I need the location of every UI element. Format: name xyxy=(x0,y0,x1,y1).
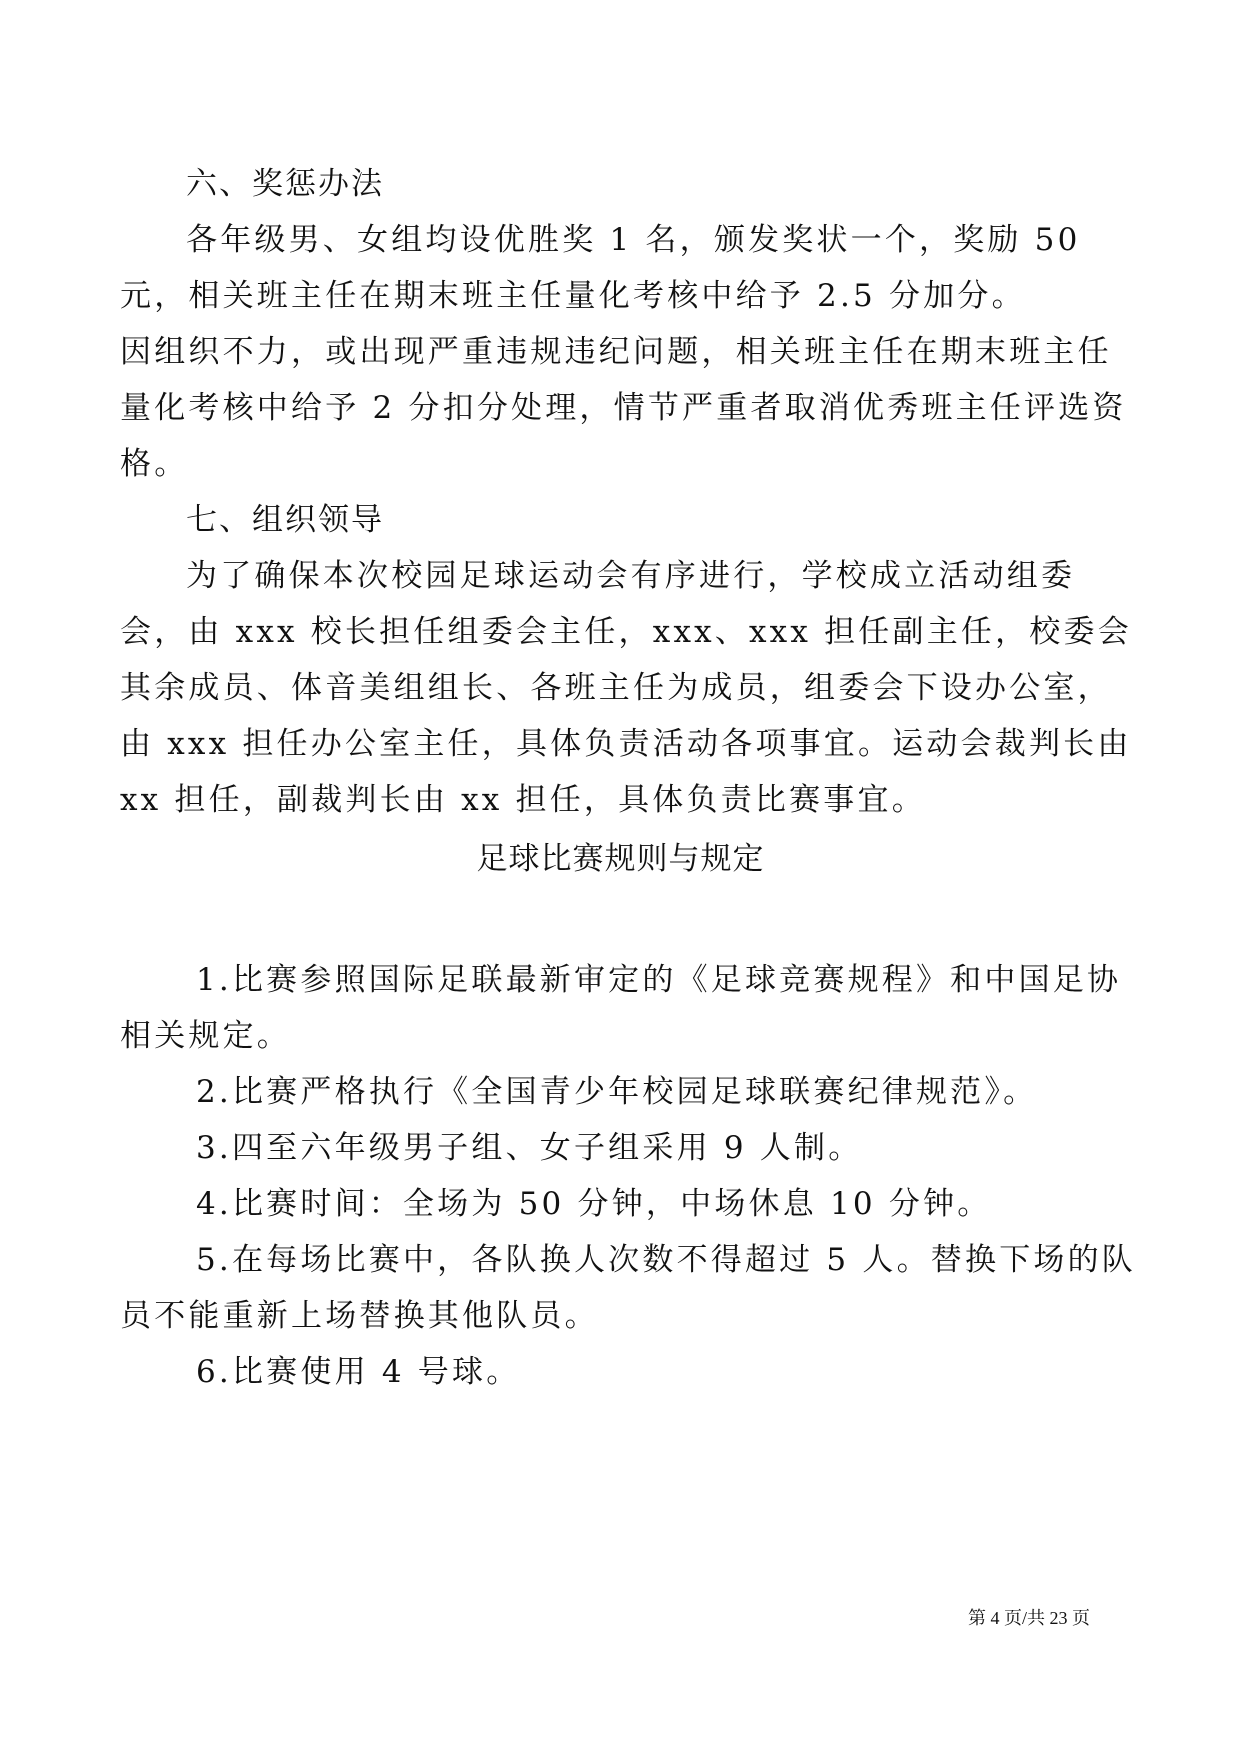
rule-line: 3.四至六年级男子组、女子组采用 9 人制。 xyxy=(196,1130,863,1166)
section-heading-organization: 七、组织领导 xyxy=(186,502,384,538)
rule-line: 1.比赛参照国际足联最新审定的《足球竞赛规程》和中国足协 xyxy=(196,962,1122,998)
rule-line: 5.在每场比赛中，各队换人次数不得超过 5 人。替换下场的队 xyxy=(196,1242,1137,1278)
paragraph-line: 会，由 xxx 校长担任组委会主任，xxx、xxx 担任副主任，校委会 xyxy=(120,614,1132,650)
paragraph-line: 因组织不力，或出现严重违规违纪问题，相关班主任在期末班主任 xyxy=(120,334,1112,370)
paragraph-line: 其余成员、体音美组组长、各班主任为成员，组委会下设办公室， xyxy=(120,670,1112,706)
rule-line: 4.比赛时间：全场为 50 分钟，中场休息 10 分钟。 xyxy=(196,1186,992,1222)
section-heading-rewards: 六、奖惩办法 xyxy=(186,166,384,202)
page-number: 第 4 页/共 23 页 xyxy=(968,1608,1091,1628)
rule-line: 员不能重新上场替换其他队员。 xyxy=(120,1298,599,1334)
paragraph-line: 各年级男、女组均设优胜奖 1 名，颁发奖状一个，奖励 50 xyxy=(186,222,1081,258)
rules-title: 足球比赛规则与规定 xyxy=(476,841,765,877)
paragraph-line: 为了确保本次校园足球运动会有序进行，学校成立活动组委 xyxy=(186,558,1076,594)
paragraph-line: 由 xxx 担任办公室主任，具体负责活动各项事宜。运动会裁判长由 xyxy=(120,726,1132,762)
rule-line: 6.比赛使用 4 号球。 xyxy=(196,1354,521,1390)
paragraph-line: 元，相关班主任在期末班主任量化考核中给予 2.5 分加分。 xyxy=(120,278,1026,314)
rule-line: 2.比赛严格执行《全国青少年校园足球联赛纪律规范》。 xyxy=(196,1074,1038,1110)
rule-line: 相关规定。 xyxy=(120,1018,291,1054)
paragraph-line: 量化考核中给予 2 分扣分处理，情节严重者取消优秀班主任评选资 xyxy=(120,390,1127,426)
paragraph-line: 格。 xyxy=(120,446,189,482)
paragraph-line: xx 担任，副裁判长由 xx 担任，具体负责比赛事宜。 xyxy=(120,782,926,818)
